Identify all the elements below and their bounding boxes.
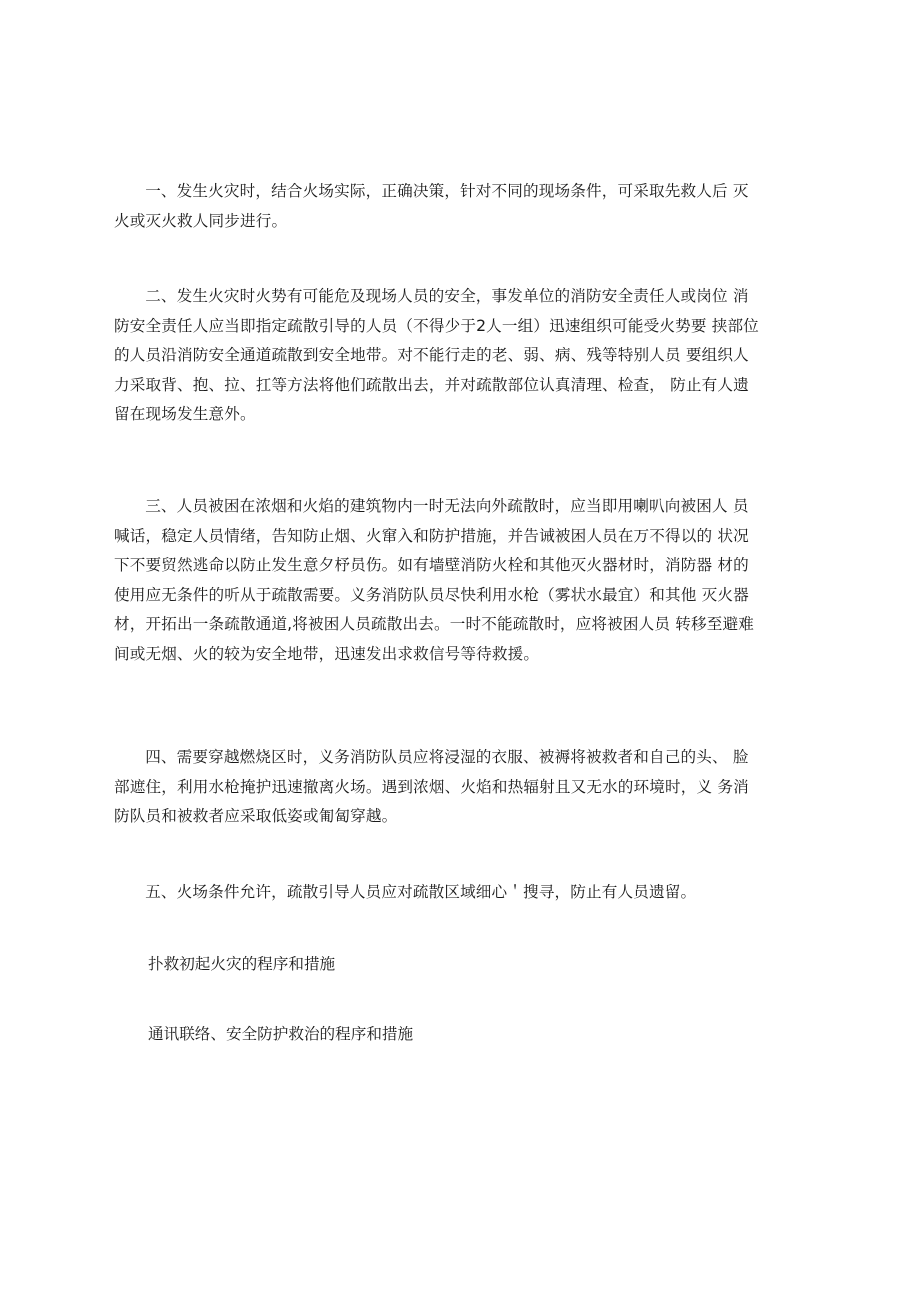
paragraph-line: 使用应无条件的听从于疏散需要。义务消防队员尽快利用水枪（雾状水最宜）和其他 灭火器 [114,585,749,604]
paragraph-line: 防安全责任人应当即指定疏散引导的人员（不得少于2人一组）迅速组织可能受火势要 挟部位 [114,316,759,335]
paragraph-line: 下不要贸然逃命以防止发生意夕杼员伤。如有墙壁消防火栓和其他灭火器材时，消防器 材的 [114,556,749,574]
paragraph-line: 材，开拓出一条疏散通道,将被困人员疏散出去。一时不能疏散时，应将被困人员 转移至避难 [114,615,754,633]
paragraph-line: 间或无烟、火的较为安全地带，迅速发出求救信号等待救援。 [114,644,540,663]
paragraph-line: 二、发生火灾时火势有可能危及现场人员的安全，事发单位的消防安全责任人或岗位 消 [145,287,749,305]
section-heading-communication: 通讯联络、安全防护救治的程序和措施 [148,1025,414,1043]
paragraph-1 [114,177,808,236]
paragraph-5 [114,878,808,908]
paragraph-line: 部遮住，利用水枪掩护迅速撤离火场。遇到浓烟、火焰和热辐射且又无水的环境时，义 务消 [114,777,749,796]
paragraph-3 [114,492,808,669]
paragraph-line: 喊话，稳定人员情绪，告知防止烟、火窜入和防护措施，并告诫被困人员在万不得以的 状况 [114,526,749,545]
paragraph-line: 留在现场发生意外。 [114,405,256,423]
paragraph-line: 火或灭火救人同步进行。 [114,211,288,230]
paragraph-line: 防队员和被救者应采取低姿或匍匐穿越。 [114,807,398,825]
paragraph-line: 三、人员被困在浓烟和火焰的建筑物内一时无法向外疏散时，应当即用喇叭向被困人 员 [145,497,749,515]
paragraph-2 [114,282,808,430]
paragraph-4 [114,743,808,832]
paragraph-line: 的人员沿消防安全通道疏散到安全地带。对不能行走的老、弱、病、残等特别人员 要组织人 [114,346,749,364]
paragraph-line: 四、需要穿越燃烧区时，义务消防队员应将浸湿的衣服、被褥将被救者和自己的头、 脸 [145,748,749,766]
paragraph-line: 力采取背、抱、拉、扛等方法将他们疏散出去，并对疏散部位认真清理、检查， 防止有人遗 [114,375,749,394]
paragraph-line: 五、火场条件允许，疏散引导人员应对疏散区域细心＇搜寻，防止有人员遗留。 [145,883,697,901]
paragraph-line: 一、发生火灾时，结合火场实际，正确决策，针对不同的现场条件，可采取先救人后 灭 [145,182,749,200]
section-heading-fire-fighting: 扑救初起火灾的程序和措施 [148,955,336,973]
